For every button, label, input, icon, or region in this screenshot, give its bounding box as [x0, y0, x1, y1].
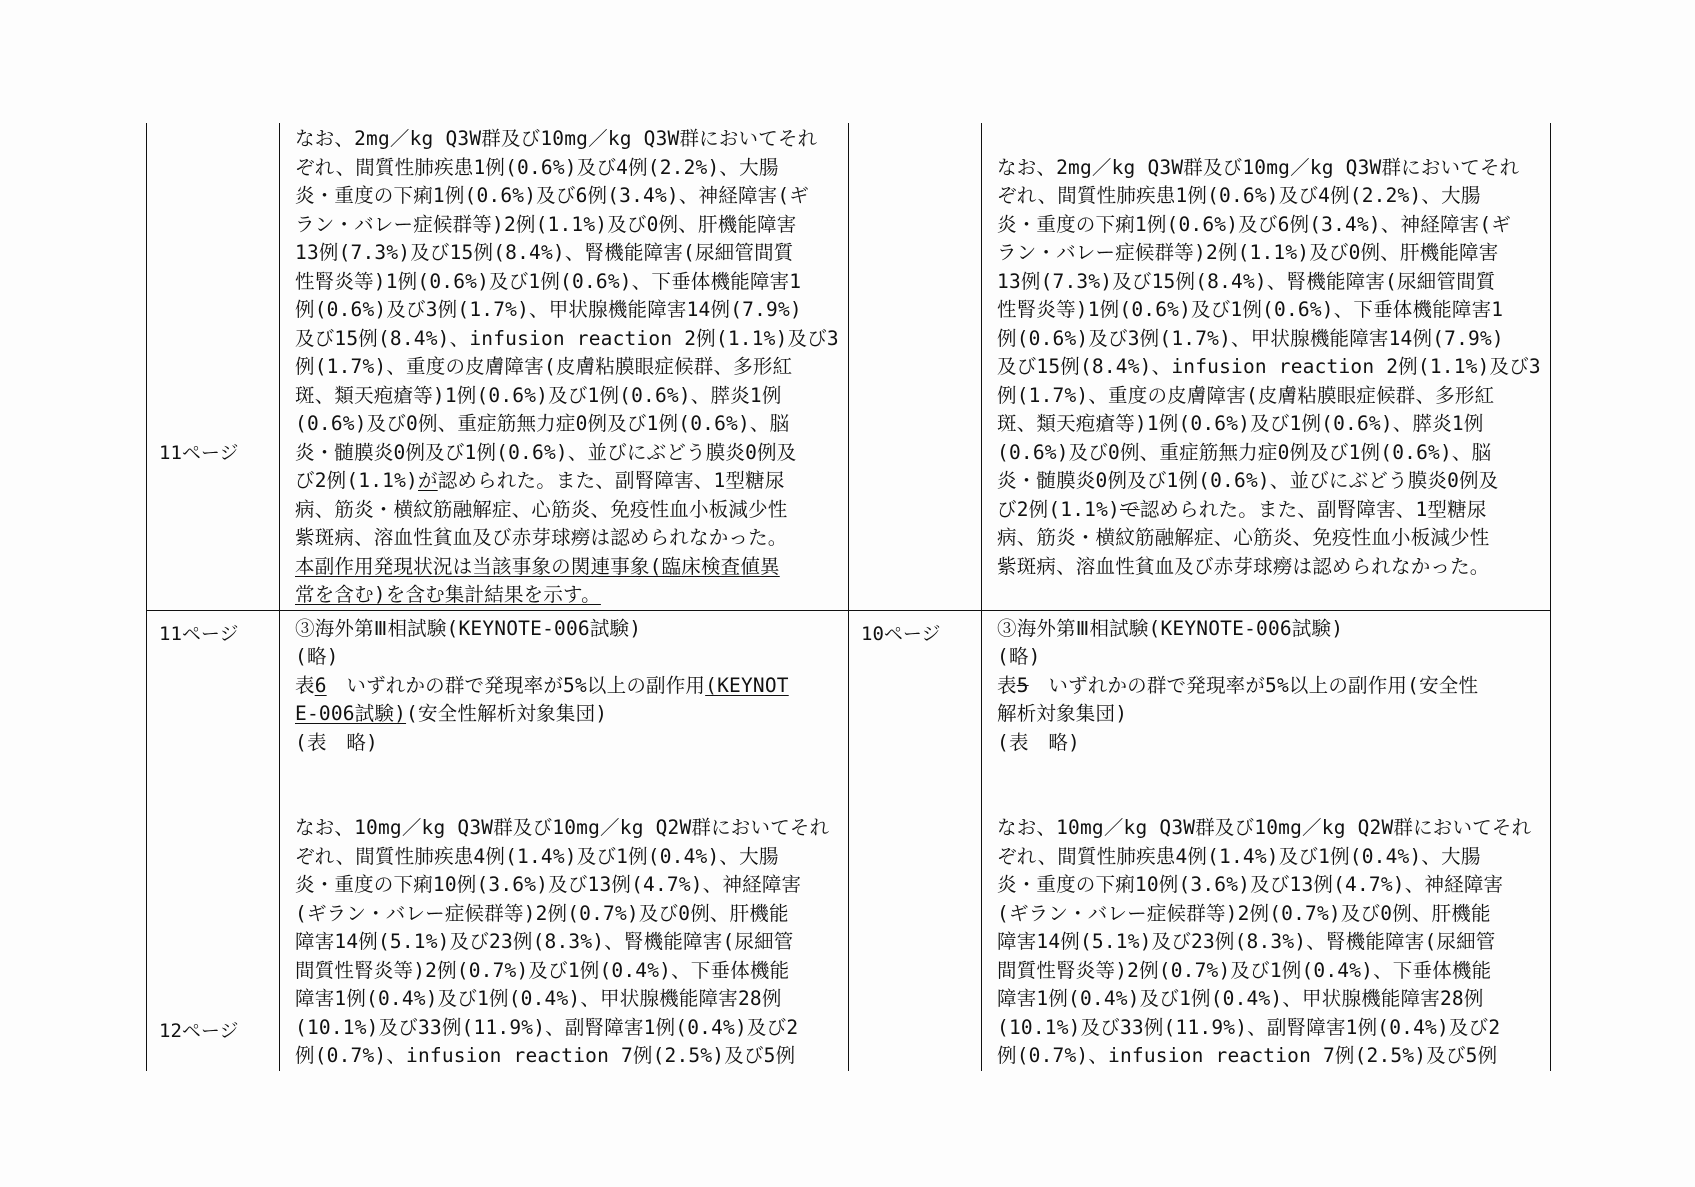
text-segment: (表 略): [997, 730, 1080, 754]
revised-text: [280, 611, 848, 1071]
text-line: [997, 467, 1550, 496]
text-line: [295, 871, 848, 900]
text-line: [997, 211, 1550, 240]
text-segment: 炎・重度の下痢1例(0.6%)及び6例(3.4%)、神経障害(ギ: [295, 184, 809, 207]
inserted-text: 本副作用発現状況は当該事象の関連事象(臨床検査値異: [295, 554, 780, 578]
text-line: [997, 643, 1550, 672]
text-segment: (0.6%)及び0例、重症筋無力症0例及び1例(0.6%)、脳: [295, 412, 790, 435]
text-line: [295, 1042, 848, 1071]
text-line: [295, 700, 848, 729]
text-segment: 間質性腎炎等)2例(0.7%)及び1例(0.4%)、下垂体機能: [997, 958, 1492, 982]
text-line: [997, 871, 1550, 900]
text-segment: 性腎炎等)1例(0.6%)及び1例(0.6%)、下垂体機能障害1: [295, 269, 802, 293]
text-segment: 病、筋炎・横紋筋融解症、心筋炎、免疫性血小板減少性: [295, 497, 788, 521]
inserted-text: E-006試験): [295, 702, 407, 725]
text-line: [295, 1014, 848, 1043]
text-line: [295, 814, 848, 843]
text-segment: (表 略): [295, 730, 378, 754]
text-line: [295, 296, 848, 325]
current-text-cell: [982, 610, 1551, 1071]
text-segment: 例(1.7%)、重度の皮膚障害(皮膚粘膜眼症候群、多形紅: [997, 383, 1495, 407]
inserted-text: 6: [314, 673, 327, 697]
text-line: [295, 581, 848, 610]
revised-text-cell: [280, 610, 849, 1071]
text-line: [295, 211, 848, 240]
inserted-text: (KEYNOT: [705, 673, 789, 697]
text-segment: ぞれ、間質性肺疾患4例(1.4%)及び1例(0.4%)、大腸: [295, 844, 779, 868]
text-line: [997, 182, 1550, 211]
text-segment: 斑、類天疱瘡等)1例(0.6%)及び1例(0.6%)、膵炎1例: [295, 383, 782, 407]
text-segment: ラン・バレー症候群等)2例(1.1%)及び0例、肝機能障害: [295, 212, 797, 236]
text-line: [295, 672, 848, 701]
text-line: [295, 729, 848, 758]
text-line: [997, 615, 1550, 644]
text-segment: ぞれ、間質性肺疾患4例(1.4%)及び1例(0.4%)、大腸: [997, 844, 1481, 868]
text-line: [997, 957, 1550, 986]
text-segment: (10.1%)及び33例(11.9%)、副腎障害1例(0.4%)及び2: [997, 1015, 1501, 1039]
text-segment: (0.6%)及び0例、重症筋無力症0例及び1例(0.6%)、脳: [997, 440, 1492, 464]
text-line: [295, 900, 848, 929]
revised-text: [280, 123, 848, 610]
text-line: [295, 154, 848, 183]
text-segment: 解析対象集団): [997, 702, 1128, 725]
revised-page-cell: [147, 123, 280, 610]
text-segment: 表: [997, 673, 1017, 697]
text-segment: (略): [295, 645, 339, 668]
text-line: [295, 928, 848, 957]
text-line: [997, 496, 1550, 525]
text-segment: (ギラン・バレー症候群等)2例(0.7%)及び0例、肝機能: [997, 901, 1491, 925]
text-line: [997, 700, 1550, 729]
text-line: [997, 672, 1550, 701]
text-segment: 例(1.7%)、重度の皮膚障害(皮膚粘膜眼症候群、多形紅: [295, 355, 793, 378]
text-line: [997, 439, 1550, 468]
text-line: [295, 125, 848, 154]
text-segment: 間質性腎炎等)2例(0.7%)及び1例(0.4%)、下垂体機能: [295, 958, 790, 982]
text-line: [997, 1042, 1550, 1071]
text-segment: (安全性解析対象集団): [406, 702, 608, 725]
text-segment: 認められた。また、副腎障害、1型糖尿: [1139, 497, 1487, 521]
revised-page-cell: [147, 610, 280, 1071]
text-line: [295, 496, 848, 525]
text-line: [295, 410, 848, 439]
text-segment: 認められた。また、副腎障害、1型糖尿: [437, 469, 785, 492]
revised-text-cell: [280, 123, 849, 610]
text-segment: 及び15例(8.4%)、infusion reaction 2例(1.1%)及び3: [295, 326, 839, 350]
page-ref-label: 11ページ: [159, 622, 239, 645]
text-line: [295, 553, 848, 582]
text-line: [295, 325, 848, 354]
text-line: [997, 553, 1550, 582]
text-line: [997, 900, 1550, 929]
text-line: [295, 615, 848, 644]
text-line: [997, 524, 1550, 553]
text-line: [997, 325, 1550, 354]
inserted-text: が: [417, 469, 438, 492]
text-segment: 炎・重度の下痢10例(3.6%)及び13例(4.7%)、神経障害: [997, 873, 1504, 896]
text-segment: ぞれ、間質性肺疾患1例(0.6%)及び4例(2.2%)、大腸: [295, 155, 779, 179]
text-segment: なお、10mg／kg Q3W群及び10mg／kg Q2W群においてそれ: [997, 816, 1532, 839]
text-segment: 炎・髄膜炎0例及び1例(0.6%)、並びにぶどう膜炎0例及: [997, 469, 1499, 492]
text-line: [997, 757, 1550, 786]
text-segment: いずれかの群で発現率が5%以上の副作用(安全性: [1028, 673, 1479, 697]
text-line: [295, 239, 848, 268]
deleted-text: 5: [1016, 673, 1029, 697]
current-text-cell: [982, 123, 1551, 610]
text-segment: 斑、類天疱瘡等)1例(0.6%)及び1例(0.6%)、膵炎1例: [997, 412, 1484, 435]
text-segment: 性腎炎等)1例(0.6%)及び1例(0.6%)、下垂体機能障害1: [997, 298, 1504, 321]
text-line: [997, 154, 1550, 183]
page-ref-label: 10ページ: [861, 622, 941, 645]
page-ref-label: 12ページ: [159, 1019, 239, 1042]
text-segment: 障害1例(0.4%)及び1例(0.4%)、甲状腺機能障害28例: [295, 987, 782, 1010]
text-segment: 炎・重度の下痢1例(0.6%)及び6例(3.4%)、神経障害(ギ: [997, 212, 1511, 236]
text-segment: (10.1%)及び33例(11.9%)、副腎障害1例(0.4%)及び2: [295, 1015, 799, 1039]
text-line: [295, 843, 848, 872]
text-segment: なお、10mg／kg Q3W群及び10mg／kg Q2W群においてそれ: [295, 816, 830, 839]
text-segment: ぞれ、間質性肺疾患1例(0.6%)及び4例(2.2%)、大腸: [997, 184, 1481, 207]
text-line: [997, 353, 1550, 382]
text-line: [295, 957, 848, 986]
text-segment: び2例(1.1%): [997, 497, 1120, 521]
text-segment: 病、筋炎・横紋筋融解症、心筋炎、免疫性血小板減少性: [997, 526, 1490, 549]
table-row: [147, 123, 1551, 610]
text-segment: 障害14例(5.1%)及び23例(8.3%)、腎機能障害(尿細管: [295, 930, 794, 953]
text-line: [997, 843, 1550, 872]
text-segment: ラン・バレー症候群等)2例(1.1%)及び0例、肝機能障害: [997, 241, 1499, 264]
text-segment: 障害14例(5.1%)及び23例(8.3%)、腎機能障害(尿細管: [997, 930, 1496, 953]
current-page-cell: [849, 610, 982, 1071]
text-segment: 表: [295, 673, 315, 697]
text-segment: 炎・重度の下痢10例(3.6%)及び13例(4.7%)、神経障害: [295, 873, 802, 896]
text-line: [295, 382, 848, 411]
revision-comparison-table: [146, 123, 1551, 1071]
text-segment: 例(0.6%)及び3例(1.7%)、甲状腺機能障害14例(7.9%): [295, 298, 802, 321]
text-line: [997, 814, 1550, 843]
text-line: [997, 296, 1550, 325]
text-line: [997, 1014, 1550, 1043]
text-segment: 13例(7.3%)及び15例(8.4%)、腎機能障害(尿細管間質: [295, 241, 794, 264]
text-segment: 炎・髄膜炎0例及び1例(0.6%)、並びにぶどう膜炎0例及: [295, 440, 797, 464]
text-line: [295, 439, 848, 468]
text-line: [997, 410, 1550, 439]
text-line: [997, 268, 1550, 297]
text-segment: 13例(7.3%)及び15例(8.4%)、腎機能障害(尿細管間質: [997, 269, 1496, 293]
text-line: [295, 757, 848, 786]
text-line: [295, 643, 848, 672]
inserted-text: 常を含む)を含む集計結果を示す。: [295, 583, 601, 606]
text-segment: 紫斑病、溶血性貧血及び赤芽球癆は認められなかった。: [997, 554, 1490, 578]
current-text: [982, 152, 1550, 582]
page-ref-label: 11ページ: [159, 442, 239, 464]
text-segment: (ギラン・バレー症候群等)2例(0.7%)及び0例、肝機能: [295, 901, 789, 925]
text-segment: なお、2mg／kg Q3W群及び10mg／kg Q3W群においてそれ: [295, 127, 818, 150]
text-line: [997, 729, 1550, 758]
text-segment: び2例(1.1%): [295, 469, 418, 492]
text-line: [997, 786, 1550, 815]
text-segment: 例(0.7%)、infusion reaction 7例(2.5%)及び5例: [295, 1044, 796, 1067]
table-row: [147, 610, 1551, 1071]
text-line: [997, 928, 1550, 957]
current-text: [982, 611, 1550, 1071]
text-segment: 障害1例(0.4%)及び1例(0.4%)、甲状腺機能障害28例: [997, 987, 1484, 1010]
current-page-cell: [849, 123, 982, 610]
text-segment: ③海外第Ⅲ相試験(KEYNOTE-006試験): [997, 616, 1344, 640]
deleted-text: で: [1119, 497, 1140, 521]
text-line: [295, 786, 848, 815]
text-segment: いずれかの群で発現率が5%以上の副作用: [326, 673, 706, 697]
text-segment: なお、2mg／kg Q3W群及び10mg／kg Q3W群においてそれ: [997, 155, 1520, 179]
text-line: [997, 239, 1550, 268]
text-line: [295, 985, 848, 1014]
text-line: [997, 985, 1550, 1014]
text-line: [295, 268, 848, 297]
text-segment: 紫斑病、溶血性貧血及び赤芽球癆は認められなかった。: [295, 526, 788, 549]
text-line: [295, 524, 848, 553]
text-segment: 例(0.7%)、infusion reaction 7例(2.5%)及び5例: [997, 1044, 1498, 1067]
text-segment: 及び15例(8.4%)、infusion reaction 2例(1.1%)及び3: [997, 355, 1541, 378]
text-line: [997, 382, 1550, 411]
text-segment: ③海外第Ⅲ相試験(KEYNOTE-006試験): [295, 616, 642, 640]
text-line: [295, 353, 848, 382]
text-line: [295, 467, 848, 496]
text-segment: 例(0.6%)及び3例(1.7%)、甲状腺機能障害14例(7.9%): [997, 326, 1504, 350]
text-line: [295, 182, 848, 211]
text-segment: (略): [997, 645, 1041, 668]
